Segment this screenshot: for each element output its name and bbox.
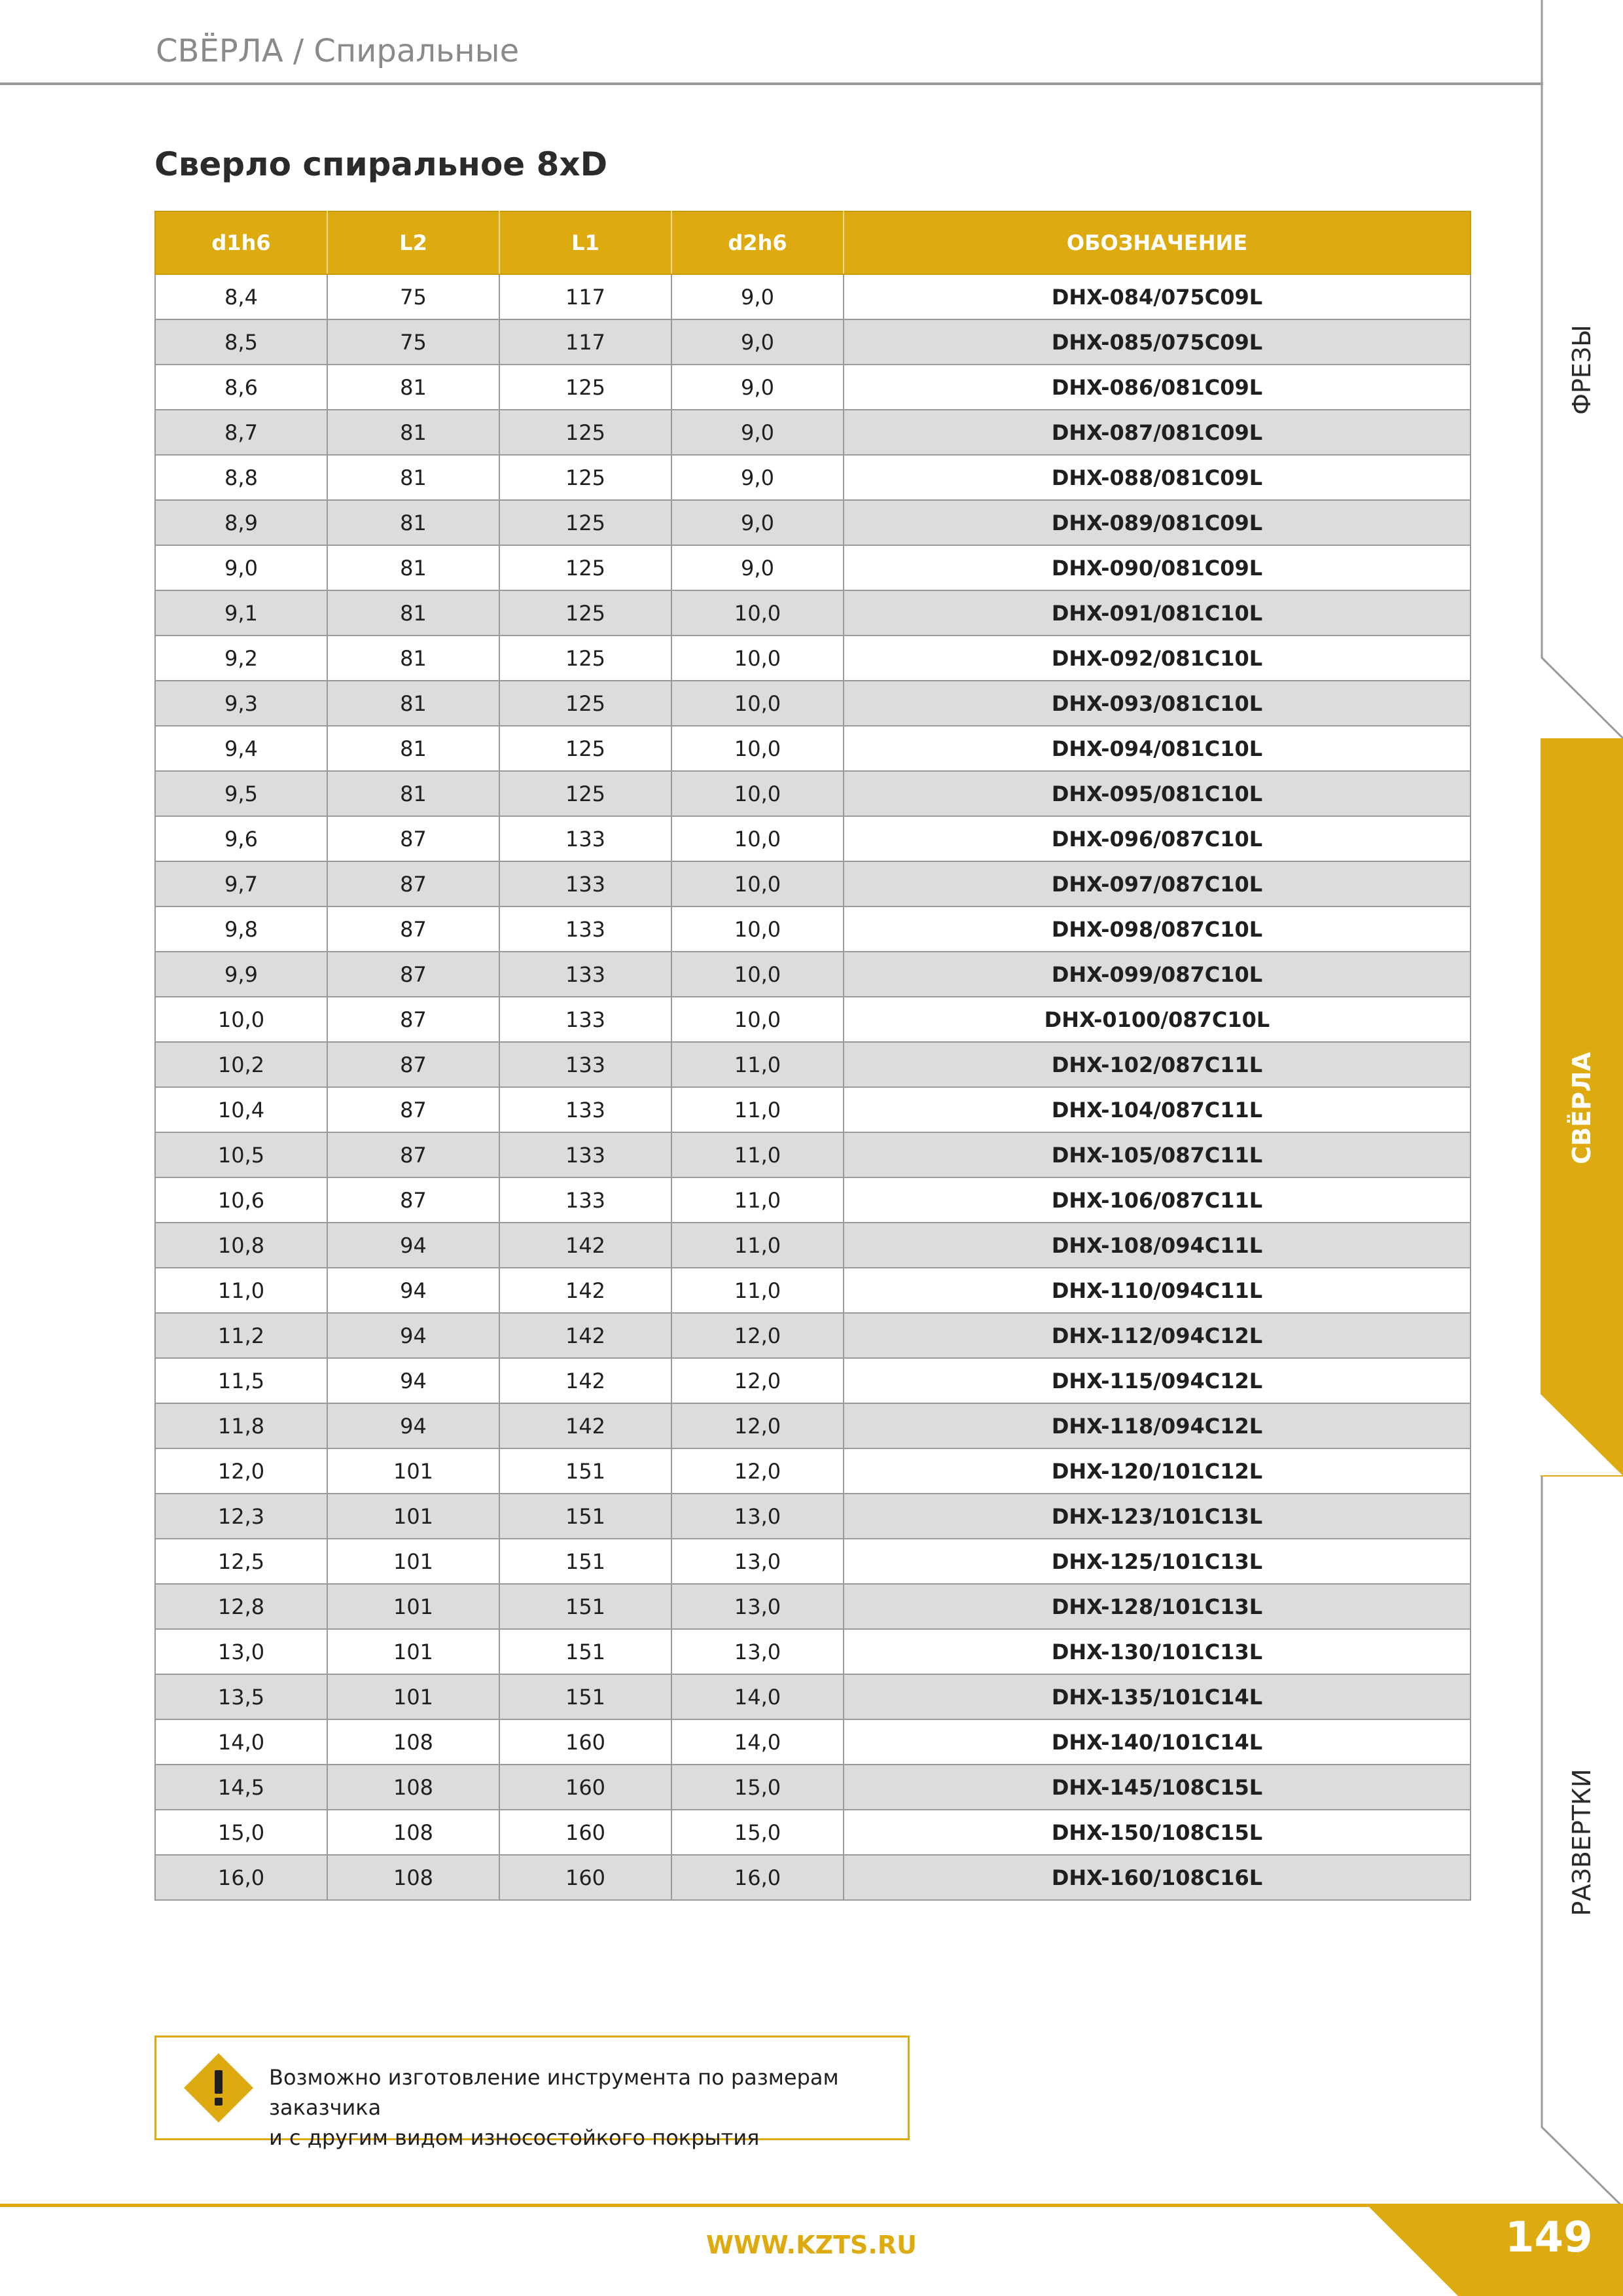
table-cell: 133 bbox=[499, 952, 671, 997]
table-cell: 142 bbox=[499, 1268, 671, 1313]
table-cell: 125 bbox=[499, 410, 671, 455]
table-cell: 87 bbox=[327, 997, 499, 1042]
table-cell: 13,0 bbox=[671, 1584, 844, 1629]
table-cell: 11,0 bbox=[671, 1042, 844, 1087]
table-cell: 125 bbox=[499, 771, 671, 816]
table-cell: 11,0 bbox=[671, 1132, 844, 1177]
table-cell: 81 bbox=[327, 771, 499, 816]
table-cell: 10,6 bbox=[155, 1177, 327, 1223]
table-cell: 151 bbox=[499, 1539, 671, 1584]
notice-line: и с другим видом износостойкого покрытия bbox=[269, 2125, 760, 2150]
table-cell: 75 bbox=[327, 319, 499, 365]
designation-cell: DHX-140/101C14L bbox=[844, 1719, 1471, 1765]
table-cell: 9,1 bbox=[155, 590, 327, 636]
table-cell: 9,0 bbox=[671, 455, 844, 500]
table-body bbox=[155, 274, 1471, 1900]
table-cell: 94 bbox=[327, 1223, 499, 1268]
table-cell: 10,0 bbox=[671, 771, 844, 816]
table-cell: 81 bbox=[327, 500, 499, 545]
table-row bbox=[155, 1719, 1471, 1765]
table-row bbox=[155, 1313, 1471, 1358]
notice-box bbox=[154, 2036, 910, 2150]
table-cell: 117 bbox=[499, 274, 671, 319]
table-cell: 142 bbox=[499, 1313, 671, 1358]
table-cell: 101 bbox=[327, 1674, 499, 1719]
table-cell: 108 bbox=[327, 1765, 499, 1810]
table-cell: 15,0 bbox=[671, 1765, 844, 1810]
table-cell: 11,2 bbox=[155, 1313, 327, 1358]
table-cell: 11,0 bbox=[671, 1087, 844, 1132]
designation-cell: DHX-104/087C11L bbox=[844, 1087, 1471, 1132]
table-cell: 15,0 bbox=[155, 1810, 327, 1855]
table-cell: 14,5 bbox=[155, 1765, 327, 1810]
table-cell: 9,0 bbox=[155, 545, 327, 590]
table-row bbox=[155, 1177, 1471, 1223]
table-row bbox=[155, 906, 1471, 952]
table-row bbox=[155, 1087, 1471, 1132]
designation-cell: DHX-086/081C09L bbox=[844, 365, 1471, 410]
table-row bbox=[155, 1629, 1471, 1674]
table-cell: 133 bbox=[499, 906, 671, 952]
table-cell: 133 bbox=[499, 1042, 671, 1087]
breadcrumb: СВЁРЛА / Спиральные bbox=[156, 33, 520, 69]
designation-cell: DHX-094/081C10L bbox=[844, 726, 1471, 771]
table-row bbox=[155, 1448, 1471, 1494]
table-cell: 160 bbox=[499, 1765, 671, 1810]
table-row bbox=[155, 952, 1471, 997]
table-cell: 81 bbox=[327, 590, 499, 636]
designation-cell: DHX-089/081C09L bbox=[844, 500, 1471, 545]
table-cell: 10,0 bbox=[671, 636, 844, 681]
table-cell: 13,0 bbox=[671, 1494, 844, 1539]
table-cell: 10,0 bbox=[671, 816, 844, 861]
table-cell: 81 bbox=[327, 545, 499, 590]
table-row bbox=[155, 319, 1471, 365]
table-cell: 125 bbox=[499, 365, 671, 410]
table-row bbox=[155, 500, 1471, 545]
table-cell: 9,0 bbox=[671, 319, 844, 365]
table-cell: 87 bbox=[327, 1132, 499, 1177]
side-tab-sverla[interactable]: СВЁРЛА bbox=[1567, 1052, 1596, 1164]
designation-cell: DHX-095/081C10L bbox=[844, 771, 1471, 816]
table-cell: 94 bbox=[327, 1358, 499, 1403]
table-cell: 9,3 bbox=[155, 681, 327, 726]
table-cell: 94 bbox=[327, 1268, 499, 1313]
table-cell: 87 bbox=[327, 1087, 499, 1132]
table-cell: 8,7 bbox=[155, 410, 327, 455]
table-cell: 13,0 bbox=[155, 1629, 327, 1674]
table-row bbox=[155, 1855, 1471, 1900]
table-cell: 133 bbox=[499, 1177, 671, 1223]
table-cell: 87 bbox=[327, 1042, 499, 1087]
table-cell: 10,5 bbox=[155, 1132, 327, 1177]
table-cell: 125 bbox=[499, 681, 671, 726]
table-row bbox=[155, 1358, 1471, 1403]
table-cell: 142 bbox=[499, 1223, 671, 1268]
designation-cell: DHX-0100/087C10L bbox=[844, 997, 1471, 1042]
table-cell: 8,6 bbox=[155, 365, 327, 410]
table-cell: 133 bbox=[499, 997, 671, 1042]
table-cell: 160 bbox=[499, 1810, 671, 1855]
table-cell: 12,0 bbox=[671, 1358, 844, 1403]
table-cell: 8,8 bbox=[155, 455, 327, 500]
designation-cell: DHX-099/087C10L bbox=[844, 952, 1471, 997]
table-cell: 15,0 bbox=[671, 1810, 844, 1855]
table-row bbox=[155, 771, 1471, 816]
table-cell: 125 bbox=[499, 500, 671, 545]
designation-cell: DHX-098/087C10L bbox=[844, 906, 1471, 952]
table-cell: 10,0 bbox=[671, 590, 844, 636]
column-header: d2h6 bbox=[671, 211, 844, 274]
designation-cell: DHX-123/101C13L bbox=[844, 1494, 1471, 1539]
designation-cell: DHX-096/087C10L bbox=[844, 816, 1471, 861]
table-cell: 8,5 bbox=[155, 319, 327, 365]
table-cell: 75 bbox=[327, 274, 499, 319]
table-cell: 10,0 bbox=[671, 861, 844, 906]
table-cell: 16,0 bbox=[671, 1855, 844, 1900]
table-cell: 16,0 bbox=[155, 1855, 327, 1900]
designation-cell: DHX-085/075C09L bbox=[844, 319, 1471, 365]
table-cell: 87 bbox=[327, 861, 499, 906]
table-cell: 125 bbox=[499, 636, 671, 681]
table-cell: 11,0 bbox=[671, 1223, 844, 1268]
table-row bbox=[155, 1042, 1471, 1087]
designation-cell: DHX-135/101C14L bbox=[844, 1674, 1471, 1719]
table-row bbox=[155, 861, 1471, 906]
table-cell: 11,0 bbox=[671, 1268, 844, 1313]
table-cell: 11,5 bbox=[155, 1358, 327, 1403]
table-cell: 101 bbox=[327, 1584, 499, 1629]
table-cell: 9,8 bbox=[155, 906, 327, 952]
table-row bbox=[155, 816, 1471, 861]
table-cell: 87 bbox=[327, 1177, 499, 1223]
designation-cell: DHX-120/101C12L bbox=[844, 1448, 1471, 1494]
table-cell: 12,0 bbox=[671, 1448, 844, 1494]
table-cell: 9,9 bbox=[155, 952, 327, 997]
column-header: L1 bbox=[499, 211, 671, 274]
table-row bbox=[155, 636, 1471, 681]
designation-cell: DHX-112/094C12L bbox=[844, 1313, 1471, 1358]
table-row bbox=[155, 1674, 1471, 1719]
table-cell: 133 bbox=[499, 1087, 671, 1132]
notice-text bbox=[269, 2062, 908, 2153]
table-row bbox=[155, 1810, 1471, 1855]
table-cell: 12,0 bbox=[671, 1403, 844, 1448]
footer-website-link[interactable]: WWW.KZTS.RU bbox=[706, 2231, 917, 2259]
table-cell: 12,0 bbox=[671, 1313, 844, 1358]
table-row bbox=[155, 410, 1471, 455]
table-cell: 13,0 bbox=[671, 1629, 844, 1674]
designation-cell: DHX-160/108C16L bbox=[844, 1855, 1471, 1900]
table-cell: 9,0 bbox=[671, 410, 844, 455]
designation-cell: DHX-092/081C10L bbox=[844, 636, 1471, 681]
designation-cell: DHX-125/101C13L bbox=[844, 1539, 1471, 1584]
table-header-row bbox=[155, 211, 1471, 274]
warning-icon bbox=[183, 2052, 255, 2124]
table-cell: 13,5 bbox=[155, 1674, 327, 1719]
table-cell: 81 bbox=[327, 365, 499, 410]
table-cell: 101 bbox=[327, 1629, 499, 1674]
table-cell: 11,8 bbox=[155, 1403, 327, 1448]
table-row bbox=[155, 365, 1471, 410]
table-cell: 11,0 bbox=[671, 1177, 844, 1223]
designation-cell: DHX-084/075C09L bbox=[844, 274, 1471, 319]
table-cell: 81 bbox=[327, 455, 499, 500]
table-cell: 101 bbox=[327, 1448, 499, 1494]
spec-table bbox=[154, 211, 1471, 1901]
table-cell: 160 bbox=[499, 1719, 671, 1765]
table-cell: 108 bbox=[327, 1719, 499, 1765]
designation-cell: DHX-128/101C13L bbox=[844, 1584, 1471, 1629]
designation-cell: DHX-093/081C10L bbox=[844, 681, 1471, 726]
table-cell: 81 bbox=[327, 636, 499, 681]
table-cell: 11,0 bbox=[155, 1268, 327, 1313]
table-cell: 9,5 bbox=[155, 771, 327, 816]
designation-cell: DHX-130/101C13L bbox=[844, 1629, 1471, 1674]
table-cell: 151 bbox=[499, 1494, 671, 1539]
table-cell: 10,2 bbox=[155, 1042, 327, 1087]
table-cell: 81 bbox=[327, 410, 499, 455]
designation-cell: DHX-108/094C11L bbox=[844, 1223, 1471, 1268]
table-cell: 10,8 bbox=[155, 1223, 327, 1268]
table-row bbox=[155, 455, 1471, 500]
table-row bbox=[155, 1223, 1471, 1268]
table-cell: 12,0 bbox=[155, 1448, 327, 1494]
designation-cell: DHX-106/087C11L bbox=[844, 1177, 1471, 1223]
table-cell: 81 bbox=[327, 681, 499, 726]
table-row bbox=[155, 997, 1471, 1042]
table-cell: 151 bbox=[499, 1584, 671, 1629]
table-cell: 9,0 bbox=[671, 274, 844, 319]
table-cell: 10,0 bbox=[671, 952, 844, 997]
designation-cell: DHX-088/081C09L bbox=[844, 455, 1471, 500]
designation-cell: DHX-087/081C09L bbox=[844, 410, 1471, 455]
table-cell: 13,0 bbox=[671, 1539, 844, 1584]
table-cell: 87 bbox=[327, 952, 499, 997]
table-cell: 9,2 bbox=[155, 636, 327, 681]
table-cell: 9,7 bbox=[155, 861, 327, 906]
table-cell: 108 bbox=[327, 1810, 499, 1855]
table-cell: 14,0 bbox=[671, 1719, 844, 1765]
table-cell: 117 bbox=[499, 319, 671, 365]
designation-cell: DHX-118/094C12L bbox=[844, 1403, 1471, 1448]
table-row bbox=[155, 681, 1471, 726]
table-cell: 8,4 bbox=[155, 274, 327, 319]
designation-cell: DHX-090/081C09L bbox=[844, 545, 1471, 590]
table-row bbox=[155, 1268, 1471, 1313]
table-cell: 151 bbox=[499, 1448, 671, 1494]
table-cell: 125 bbox=[499, 545, 671, 590]
table-cell: 10,0 bbox=[671, 681, 844, 726]
designation-cell: DHX-091/081C10L bbox=[844, 590, 1471, 636]
table-cell: 142 bbox=[499, 1358, 671, 1403]
table-row bbox=[155, 1584, 1471, 1629]
table-cell: 14,0 bbox=[671, 1674, 844, 1719]
table-row bbox=[155, 274, 1471, 319]
table-cell: 151 bbox=[499, 1629, 671, 1674]
table-cell: 9,0 bbox=[671, 365, 844, 410]
table-cell: 87 bbox=[327, 906, 499, 952]
table-cell: 94 bbox=[327, 1403, 499, 1448]
table-cell: 125 bbox=[499, 590, 671, 636]
table-cell: 142 bbox=[499, 1403, 671, 1448]
table-row bbox=[155, 590, 1471, 636]
table-cell: 12,3 bbox=[155, 1494, 327, 1539]
designation-cell: DHX-105/087C11L bbox=[844, 1132, 1471, 1177]
page-title: Сверло спиральное 8xD bbox=[154, 145, 608, 183]
table-cell: 9,0 bbox=[671, 500, 844, 545]
table-row bbox=[155, 1132, 1471, 1177]
table-cell: 94 bbox=[327, 1313, 499, 1358]
table-cell: 125 bbox=[499, 726, 671, 771]
table-row bbox=[155, 545, 1471, 590]
table-cell: 108 bbox=[327, 1855, 499, 1900]
column-header: ОБОЗНАЧЕНИЕ bbox=[844, 211, 1471, 274]
table-row bbox=[155, 1403, 1471, 1448]
table-cell: 10,0 bbox=[671, 906, 844, 952]
table-row bbox=[155, 1539, 1471, 1584]
table-cell: 81 bbox=[327, 726, 499, 771]
table-cell: 87 bbox=[327, 816, 499, 861]
table-cell: 125 bbox=[499, 455, 671, 500]
designation-cell: DHX-115/094C12L bbox=[844, 1358, 1471, 1403]
header-divider bbox=[0, 82, 1543, 85]
side-tab-strip bbox=[1541, 0, 1623, 2296]
table-cell: 101 bbox=[327, 1539, 499, 1584]
table-cell: 160 bbox=[499, 1855, 671, 1900]
table-cell: 12,5 bbox=[155, 1539, 327, 1584]
table-cell: 10,0 bbox=[671, 726, 844, 771]
table-cell: 10,0 bbox=[671, 997, 844, 1042]
table-cell: 133 bbox=[499, 861, 671, 906]
designation-cell: DHX-097/087C10L bbox=[844, 861, 1471, 906]
table-cell: 8,9 bbox=[155, 500, 327, 545]
table-cell: 133 bbox=[499, 816, 671, 861]
table-cell: 9,4 bbox=[155, 726, 327, 771]
table-cell: 10,0 bbox=[155, 997, 327, 1042]
table-cell: 9,6 bbox=[155, 816, 327, 861]
table-cell: 14,0 bbox=[155, 1719, 327, 1765]
side-tab-frezy[interactable]: ФРЕЗЫ bbox=[1567, 325, 1596, 415]
page-number: 149 bbox=[1505, 2214, 1593, 2262]
designation-cell: DHX-150/108C15L bbox=[844, 1810, 1471, 1855]
column-header: d1h6 bbox=[155, 211, 327, 274]
table-cell: 9,0 bbox=[671, 545, 844, 590]
table-cell: 151 bbox=[499, 1674, 671, 1719]
column-header: L2 bbox=[327, 211, 499, 274]
table-row bbox=[155, 1494, 1471, 1539]
table-row bbox=[155, 1765, 1471, 1810]
table-row bbox=[155, 726, 1471, 771]
designation-cell: DHX-102/087C11L bbox=[844, 1042, 1471, 1087]
table-cell: 10,4 bbox=[155, 1087, 327, 1132]
table-cell: 101 bbox=[327, 1494, 499, 1539]
table-cell: 12,8 bbox=[155, 1584, 327, 1629]
side-tab-razvertki[interactable]: РАЗВЕРТКИ bbox=[1567, 1768, 1596, 1916]
table-cell: 133 bbox=[499, 1132, 671, 1177]
designation-cell: DHX-110/094C11L bbox=[844, 1268, 1471, 1313]
notice-line: Возможно изготовление инструмента по размерам заказчика bbox=[269, 2065, 839, 2120]
designation-cell: DHX-145/108C15L bbox=[844, 1765, 1471, 1810]
